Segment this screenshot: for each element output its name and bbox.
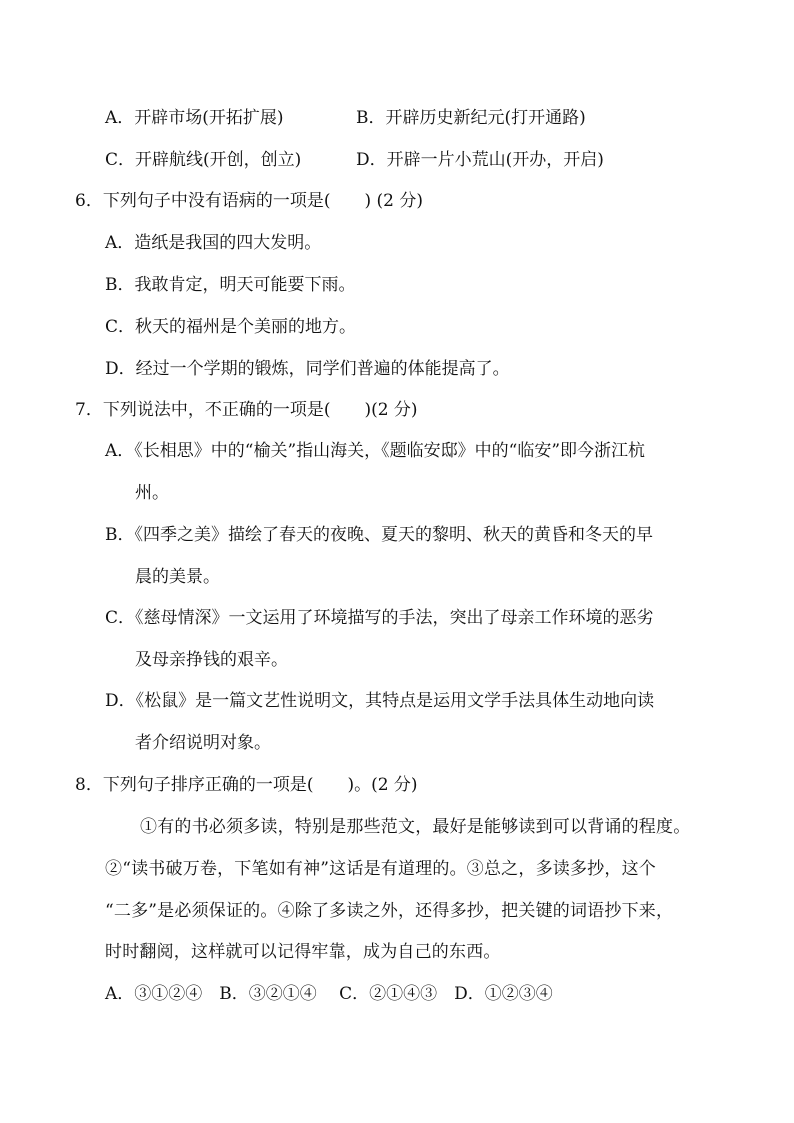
q8-options: A．③①②④ B．③②①④ C．②①④③ D．①②③④ <box>105 984 553 1004</box>
q5-option-b: B．开辟历史新纪元(打开通路) <box>356 108 586 128</box>
q7-option-c-line2: 及母亲挣钱的艰辛。 <box>135 650 288 670</box>
q8-passage-line2: ②“读书破万卷，下笔如有神”这话是有道理的。③总之，多读多抄，这个 <box>105 859 656 879</box>
q5-option-c: C．开辟航线(开创，创立) <box>105 150 302 170</box>
q7-option-b-line2: 晨的美景。 <box>135 567 220 587</box>
q8-passage-line4: 时时翻阅，这样就可以记得牢靠，成为自己的东西。 <box>105 942 501 962</box>
q8-passage-line1: ①有的书必须多读，特别是那些范文，最好是能够读到可以背诵的程度。 <box>140 817 691 837</box>
q6-option-a: A．造纸是我国的四大发明。 <box>105 233 322 253</box>
q7-option-a-line2: 州。 <box>135 483 169 503</box>
q7-stem: 7．下列说法中，不正确的一项是( )(2 分) <box>75 400 418 420</box>
q6-option-c: C．秋天的福州是个美丽的地方。 <box>105 317 357 337</box>
q7-option-c-line1: C．《慈母情深》一文运用了环境描写的手法，突出了母亲工作环境的恶劣 <box>105 608 654 628</box>
q5-option-d: D．开辟一片小荒山(开办，开启) <box>356 150 604 170</box>
q7-option-d-line1: D．《松鼠》是一篇文艺性说明文，其特点是运用文学手法具体生动地向读 <box>105 691 655 711</box>
q6-stem: 6．下列句子中没有语病的一项是( ) (2 分) <box>75 191 423 211</box>
q7-option-d-line2: 者介绍说明对象。 <box>135 733 271 753</box>
q6-option-d: D．经过一个学期的锻炼，同学们普遍的体能提高了。 <box>105 359 510 379</box>
q6-option-b: B．我敢肯定，明天可能要下雨。 <box>105 275 356 295</box>
q8-passage-line3: “二多”是必须保证的。④除了多读之外，还得多抄，把关键的词语抄下来， <box>105 901 674 921</box>
q8-stem: 8．下列句子排序正确的一项是( )。(2 分) <box>75 775 418 795</box>
q7-option-a-line1: A．《长相思》中的“榆关”指山海关，《题临安邸》中的“临安”即今浙江杭 <box>105 441 646 461</box>
q7-option-b-line1: B．《四季之美》描绘了春天的夜晚、夏天的黎明、秋天的黄昏和冬天的早 <box>105 525 653 545</box>
q5-option-a: A．开辟市场(开拓扩展) <box>105 108 284 128</box>
